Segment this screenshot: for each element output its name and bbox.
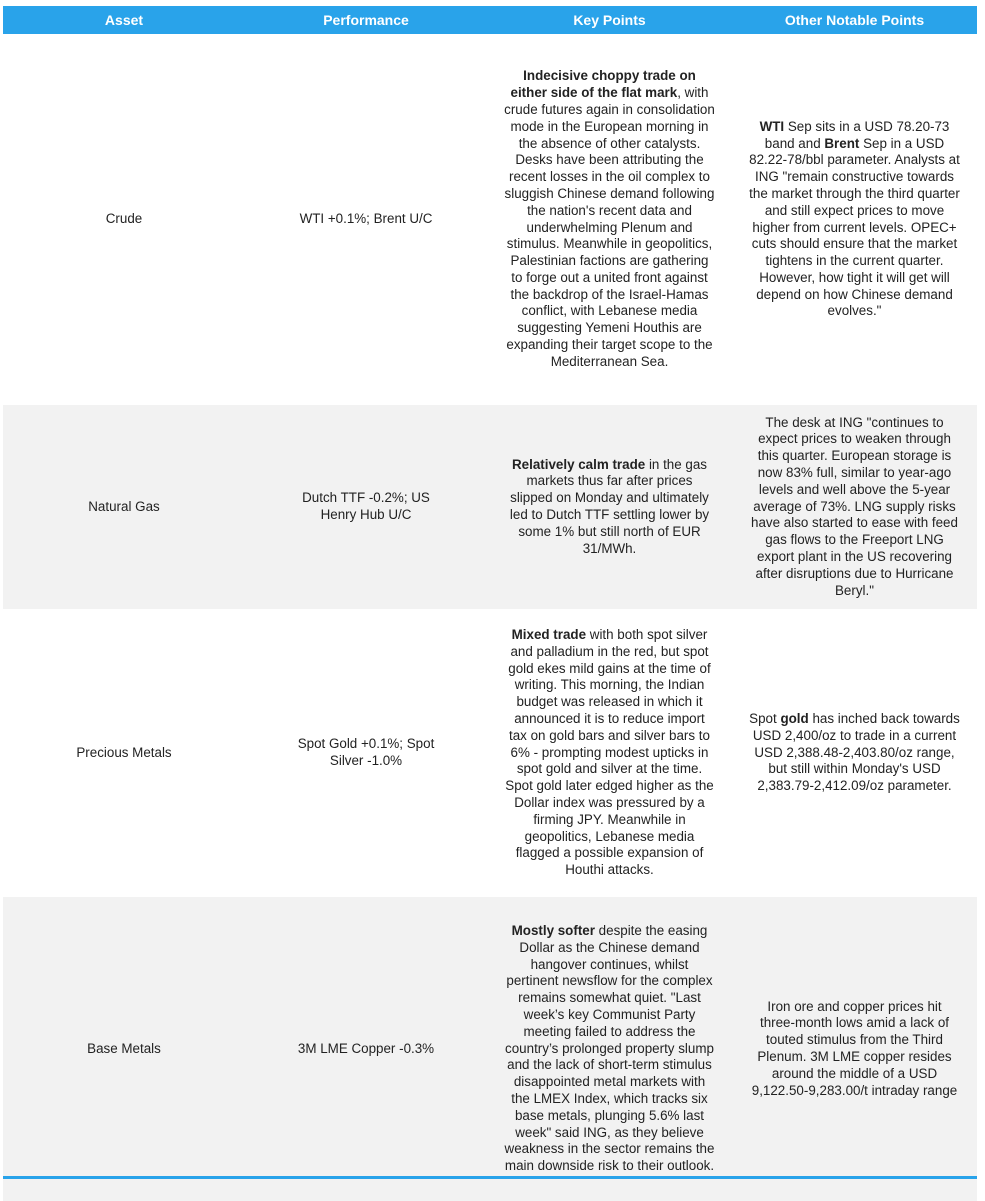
other-points-cell (732, 34, 977, 405)
other-points-text: Iron ore and copper prices hit three-month lows amid a lack of touted stimulus from the Third Plenum. 3M LME copper resides around the middle of a USD 9,122.50-9,283.00/t intraday range (751, 998, 958, 1098)
asset-cell: Precious Metals (76, 744, 172, 760)
key-points-text (504, 457, 716, 558)
other-points-cell (732, 405, 977, 609)
table-row (3, 405, 977, 609)
table-body (3, 34, 977, 1201)
table-row (3, 34, 977, 405)
key-points-cell (487, 405, 732, 609)
key-points-body: in the gas markets thus far after prices slipped on Monday and ultimately led to Dutch TTF settling lower by some 1% but still north of EUR 31/MWh. (509, 456, 710, 556)
other-points-text: The desk at ING "continues to expect prices to weaken through this quarter. European storage is now 83% full, similar to year-ago levels and well above the 5-year average of 73%. LNG supply risks have also started to ease with feed gas flows to the Freeport LNG export plant in the US recovering after disruptions due to Hurricane Beryl." (751, 414, 958, 598)
other-points-body: Sep in a USD 82.22-78/bbl parameter. Analysts at ING "remain constructive towards the market through the third quarter and still expect prices to move higher from current levels. OPEC+ cuts should ensure that the market tightens in the current quarter. However, how tight it will get will depend on how Chinese demand evolves." (749, 135, 960, 319)
other-points-cell (732, 609, 977, 897)
key-points-text (504, 68, 716, 370)
asset-cell: Base Metals (3, 897, 245, 1201)
other-points-body: Spot (749, 711, 781, 726)
table-row (3, 609, 977, 897)
performance-cell: 3M LME Copper -0.3% (245, 897, 487, 1201)
performance-cell: WTI +0.1%; Brent U/C (299, 211, 433, 227)
other-points-bold: Brent (824, 135, 860, 151)
key-points-body: with both spot silver and palladium in the red, but spot gold ekes mild gains at the time of writing. This morning, the Indian budget was released in which it announced it is to reduce import tax on gold bars and silver bars to 6% - prompting modest upticks in spot gold and silver at the time. Spot gold later edged higher as the Dollar index was pressured by a firming JPY. Meanwhile in geopolitics, Lebanese media flagged a possible expansion of Houthi attacks. (505, 627, 714, 878)
other-points-bold: gold (780, 711, 809, 726)
header-asset: Asset (3, 6, 245, 34)
table-header (3, 6, 977, 34)
other-points-text (749, 119, 961, 321)
key-points-text (504, 923, 716, 1175)
asset-cell: Natural Gas (3, 405, 245, 609)
header-performance: Performance (245, 6, 487, 34)
key-points-body: , with crude futures again in consolidation mode in the European morning in the absence of other catalysts. Desks have been attributing the recent losses in the oil complex to sluggish Chinese demand following the nation's recent data and underwhelming Plenum and stimulus. Meanwhile in geopolitics, Palestinian factions are gathering to forge out a united front against the backdrop of the Israel-Hamas conflict, with Lebanese media suggesting Yemeni Houthis are expanding their target scope to the Mediterranean Sea. (504, 85, 715, 369)
key-points-headline: Mixed trade (511, 627, 587, 643)
other-points-body: has inched back towards USD 2,400/oz to trade in a current USD 2,388.48-2,403.80/oz range, but still within Monday's USD 2,383.79-2,412.09/oz parameter. (752, 711, 960, 794)
asset-cell: Crude (105, 211, 143, 227)
other-points-body: Sep sits in a USD 78.20-73 band and (764, 118, 950, 151)
other-points-cell (732, 897, 977, 1201)
key-points-text (504, 627, 716, 879)
header-row (3, 6, 977, 34)
key-points-headline: Indecisive choppy trade on either side of the flat mark (510, 68, 696, 101)
other-points-text (749, 711, 961, 795)
key-points-headline: Relatively calm trade (511, 456, 646, 472)
key-points-headline: Mostly softer (511, 923, 595, 939)
table-row (3, 897, 977, 1201)
header-other-notable-points: Other Notable Points (732, 6, 977, 34)
key-points-cell (487, 34, 732, 405)
performance-cell: Spot Gold +0.1%; Spot Silver -1.0% (297, 736, 435, 768)
key-points-cell (487, 897, 732, 1201)
key-points-cell (487, 609, 732, 897)
commodity-table (3, 6, 977, 1201)
performance-cell: Dutch TTF -0.2%; US Henry Hub U/C (245, 405, 487, 609)
table-bottom-rule (3, 1176, 977, 1179)
key-points-body: despite the easing Dollar as the Chinese demand hangover continues, whilst pertinent newsflow for the complex remains somewhat quiet. "Last week’s key Communist Party meeting failed to address the country’s prolonged property slump and the lack of short-term stimulus disappointed metal markets with the LMEX Index, which tracks six base metals, plunging 5.6% last week" said ING, as they believe weakness in the sector remains the main downside risk to their outlook. (504, 923, 715, 1174)
other-points-bold: WTI (759, 118, 785, 134)
header-key-points: Key Points (487, 6, 732, 34)
